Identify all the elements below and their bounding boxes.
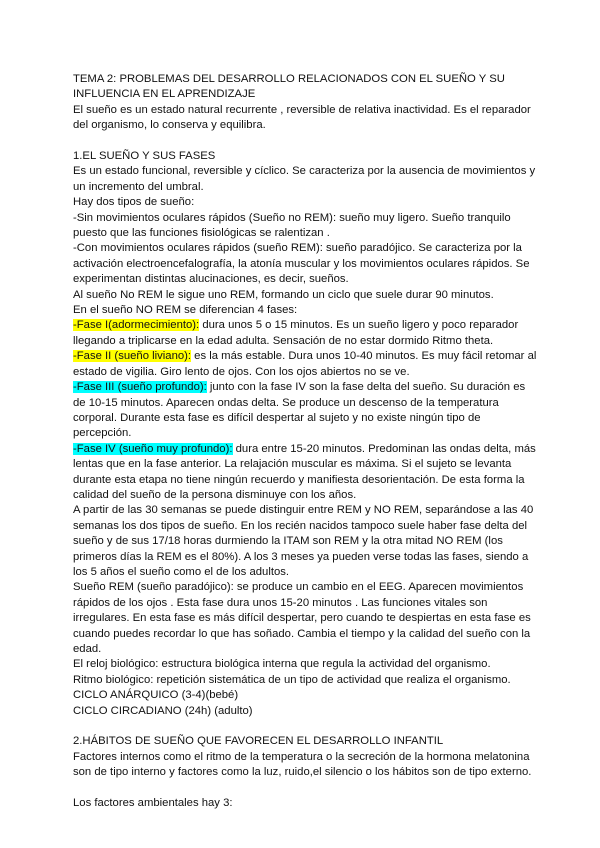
phase-2-paragraph — [73, 349, 538, 380]
paragraph: En el sueño NO REM se diferencian 4 fases: — [73, 304, 298, 317]
paragraph: -Con movimientos oculares rápidos (sueño REM): sueño paradójico. Se caracteriza por la activación electroencefalografía, la atonía muscular y los movimientos oculares rápidos. Se experimentan distintas alucinaciones, es decir, sueños. — [73, 242, 530, 286]
spacer — [73, 781, 538, 796]
phase-2-text: es la más estable. Dura unos 10-40 minutos. Es muy fácil retomar al estado de vigilia. Giro lento de ojos. Con los ojos abiertos no se ve. — [73, 350, 537, 378]
spacer — [73, 719, 538, 734]
phase-1-paragraph — [73, 318, 538, 349]
phase-3-label: -Fase III (sueño profundo): — [73, 381, 207, 394]
paragraph: Sueño REM (sueño paradójico): se produce un cambio en el EEG. Aparecen movimientos rápidos de los ojos . Esta fase dura unos 15-20 minutos . Las funciones vitales son irregulares. En esta fase es más difícil despertar, pero cuando te despiertas en esta fase es cuando puedes recordar lo que has soñado. Cambia el tiempo y la calidad del sueño con la edad. — [73, 581, 531, 656]
phase-1-text: dura unos 5 o 15 minutos. Es un sueño ligero y poco reparador llegando a triplicarse en la edad adulta. Sensación de no estar dormido Ritmo theta. — [73, 319, 519, 347]
paragraph: Es un estado funcional, reversible y cíclico. Se caracteriza por la ausencia de movimientos y un incremento del umbral. — [73, 165, 536, 193]
phase-2-label: -Fase II (sueño liviano): — [73, 350, 192, 363]
phase-3-paragraph — [73, 380, 538, 442]
paragraph: A partir de las 30 semanas se puede distinguir entre REM y NO REM, separándose a las 40 semanas los dos tipos de sueño. En los recién nacidos tampoco suele haber fase delta del sueño y de sus 17/18 horas durmiendo la ITAM son REM y la otra mitad NO REM (los primeros días la REM es el 80%). A los 3 meses ya pueden verse todas las fases, siendo a los 5 años el sueño como el de los adultos. — [73, 504, 534, 578]
paragraph: CICLO CIRCADIANO (24h) (adulto) — [73, 704, 253, 717]
phase-4-paragraph — [73, 442, 538, 504]
section-heading-2: 2.HÁBITOS DE SUEÑO QUE FAVORECEN EL DESARROLLO INFANTIL — [73, 735, 444, 748]
phase-3-text: junto con la fase IV son la fase delta del sueño. Su duración es de 10-15 minutos. Aparecen ondas delta. Se produce un descenso de la temperatura corporal. Durante esta fase es difícil despertar al sujeto y no existe ningún tipo de percepción. — [73, 381, 526, 440]
document-title: TEMA 2: PROBLEMAS DEL DESARROLLO RELACIONADOS CON EL SUEÑO Y SU INFLUENCIA EN EL APRENDIZAJE — [73, 73, 505, 101]
section-heading-1: 1.EL SUEÑO Y SUS FASES — [73, 150, 216, 163]
phase-4-label: -Fase IV (sueño muy profundo): — [73, 442, 233, 455]
phase-4-text: dura entre 15-20 minutos. Predominan las ondas delta, más lentas que en la fase anterior. La relajación muscular es máxima. Si el sujeto se levanta durante esta etapa no tiene ningún recuerdo y manifiesta desorientación. De esta forma la calidad del sueño de la persona disminuye con los años. — [73, 442, 536, 501]
paragraph: CICLO ANÁRQUICO (3-4)(bebé) — [73, 689, 239, 702]
paragraph: Hay dos tipos de sueño: — [73, 196, 195, 209]
phase-1-label: -Fase I(adormecimiento): — [73, 319, 200, 332]
paragraph: Ritmo biológico: repetición sistemática de un tipo de actividad que realiza el organismo. — [73, 673, 511, 686]
paragraph: Factores internos como el ritmo de la temperatura o la secreción de la hormona melatonina son de tipo interno y factores como la luz, ruido,el silencio o los hábitos son de tipo externo. — [73, 750, 532, 779]
paragraph: Los factores ambientales hay 3: — [73, 797, 233, 810]
spacer — [73, 134, 538, 149]
paragraph: -Sin movimientos oculares rápidos (Sueño no REM): sueño muy ligero. Sueño tranquilo puesto que las funciones fisiológicas se ralentizan . — [73, 211, 511, 240]
paragraph: El reloj biológico: estructura biológica interna que regula la actividad del organismo. — [73, 658, 491, 671]
paragraph: Al sueño No REM le sigue uno REM, formando un ciclo que suele durar 90 minutos. — [73, 288, 494, 301]
intro-paragraph: El sueño es un estado natural recurrente , reversible de relativa inactividad. Es el reparador del organismo, lo conserva y equilibra. — [73, 103, 531, 132]
